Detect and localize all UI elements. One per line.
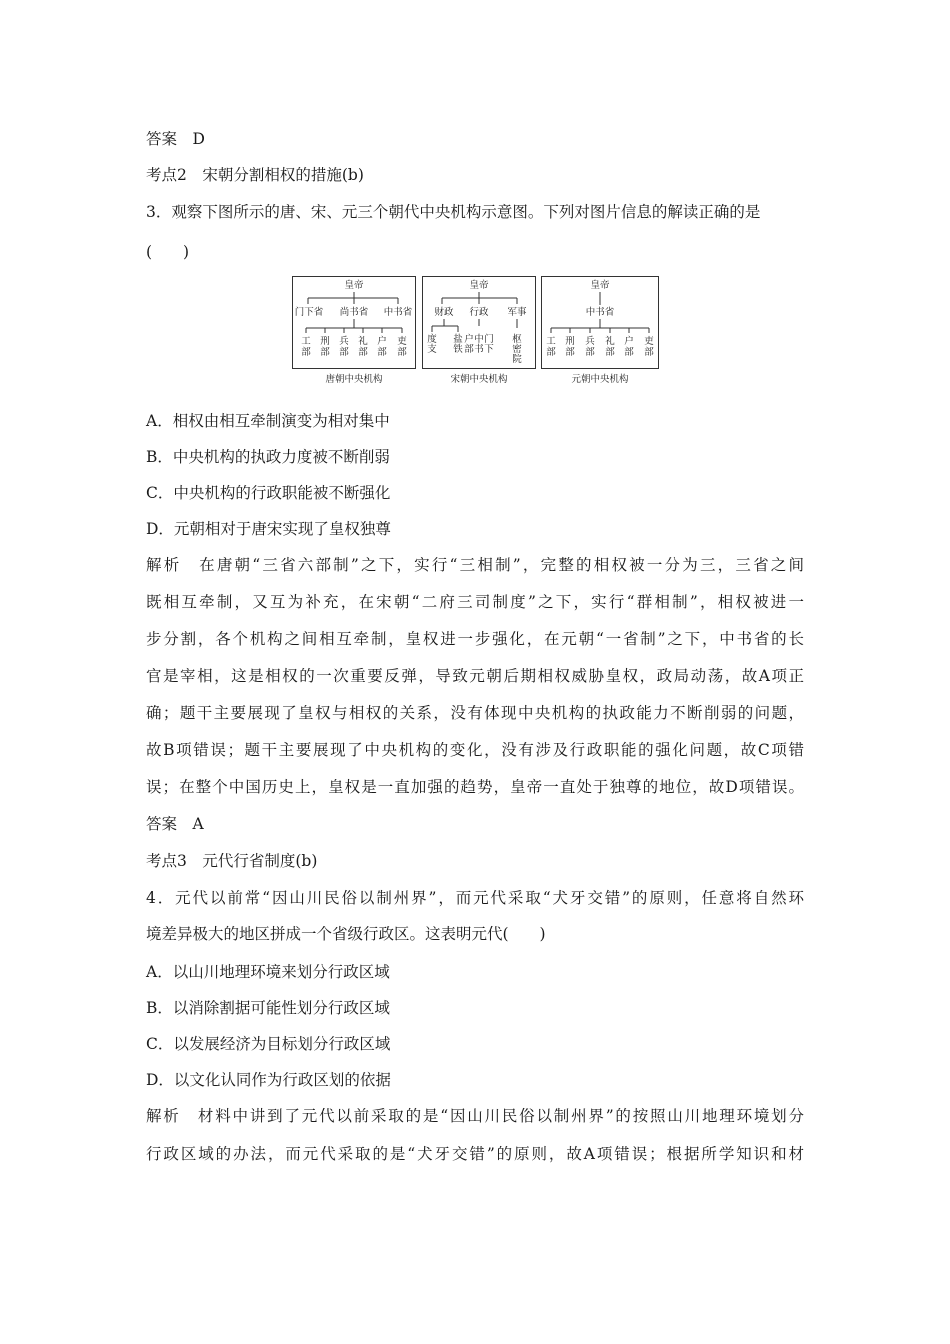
song-bottom-3-char-1: 书 <box>474 344 484 355</box>
q4-option-a: A．以山川地理环境来划分行政区域 <box>146 963 390 981</box>
tang-bottom-5-char-0: 吏 <box>397 336 407 347</box>
yuan-bottom-1-char-0: 刑 <box>565 336 575 347</box>
q3-option-c: C．中央机构的行政职能被不断强化 <box>146 484 391 502</box>
yuan-bottom-0-char-1: 部 <box>546 347 556 358</box>
answer-d: 答案 D <box>146 130 205 148</box>
song-bottom-5-char-2: 院 <box>512 354 522 365</box>
analysis-1-line-3: 步分割，各个机构之间相互牵制，皇权进一步强化，在元朝“一省制”之下，中书省的长 <box>146 630 804 648</box>
analysis-1-line-2: 既相互牵制，又互为补充，在宋朝“二府三司制度”之下，实行“群相制”，相权被进一 <box>146 593 804 611</box>
question-3: 3．观察下图所示的唐、宋、元三个朝代中央机构示意图。下列对图片信息的解读正确的是 <box>146 203 761 221</box>
central-institutions-figure <box>292 276 659 388</box>
song-mid-0: 财政 <box>434 307 454 318</box>
question-3-paren: ( ) <box>146 243 190 261</box>
song-emperor: 皇帝 <box>469 280 489 291</box>
yuan-mid-0: 中书省 <box>585 307 615 318</box>
song-bottom-2-char-1: 部 <box>464 344 474 355</box>
tang-mid-1: 尚书省 <box>339 307 369 318</box>
analysis-1-line-1: 解析 在唐朝“三省六部制”之下，实行“三相制”，完整的相权被一分为三，三省之间 <box>146 556 804 574</box>
song-bottom-5-char-1: 密 <box>512 344 522 355</box>
tang-bottom-0-char-0: 工 <box>301 336 311 347</box>
yuan-caption: 元朝中央机构 <box>571 374 629 385</box>
tang-chart <box>292 276 416 388</box>
song-bottom-0-char-1: 支 <box>427 344 437 355</box>
song-mid-1: 行政 <box>469 307 489 318</box>
tang-bottom-4-char-0: 户 <box>377 336 387 347</box>
yuan-bottom-4-char-1: 部 <box>624 347 634 358</box>
q4-option-b: B．以消除割据可能性划分行政区域 <box>146 999 390 1017</box>
yuan-bottom-5-char-0: 吏 <box>644 336 654 347</box>
song-bottom-1-char-0: 盐 <box>453 334 463 345</box>
question-4-line-2: 境差异极大的地区拼成一个省级行政区。这表明元代( ) <box>146 925 546 943</box>
tang-mid-0: 门下省 <box>294 307 324 318</box>
analysis-2-line-2: 行政区域的办法，而元代采取的是“犬牙交错”的原则，故A项错误；根据所学知识和材 <box>146 1145 804 1163</box>
yuan-bottom-3-char-0: 礼 <box>605 336 615 347</box>
tang-bottom-1-char-0: 刑 <box>320 336 330 347</box>
q3-option-a: A．相权由相互牵制演变为相对集中 <box>146 412 390 430</box>
tang-caption: 唐朝中央机构 <box>325 374 383 385</box>
song-bottom-0-char-0: 度 <box>427 334 437 345</box>
analysis-1-line-5: 确；题干主要展现了皇权与相权的关系，没有体现中央机构的执政能力不断削弱的问题， <box>146 704 804 722</box>
question-4-line-1: 4．元代以前常“因山川民俗以制州界”，而元代采取“犬牙交错”的原则，任意将自然环 <box>146 889 804 907</box>
tang-bottom-1-char-1: 部 <box>320 347 330 358</box>
song-bottom-2-char-0: 户 <box>464 334 474 345</box>
analysis-2-line-1: 解析 材料中讲到了元代以前采取的是“因山川民俗以制州界”的按照山川地理环境划分 <box>146 1107 804 1125</box>
song-bottom-4-char-0: 门 <box>484 334 494 345</box>
tang-mid-2: 中书省 <box>383 307 413 318</box>
yuan-bottom-3-char-1: 部 <box>605 347 615 358</box>
song-bottom-1-char-1: 铁 <box>453 344 463 355</box>
analysis-1-line-7: 误；在整个中国历史上，皇权是一直加强的趋势，皇帝一直处于独尊的地位，故D项错误。 <box>146 778 804 796</box>
song-bottom-5-char-0: 枢 <box>512 334 522 345</box>
tang-bottom-3-char-0: 礼 <box>358 336 368 347</box>
song-chart <box>422 276 536 388</box>
tang-bottom-2-char-0: 兵 <box>339 336 349 347</box>
analysis-1-line-6: 故B项错误；题干主要展现了中央机构的变化，没有涉及行政职能的强化问题，故C项错 <box>146 741 804 759</box>
kaodian-2: 考点2 宋朝分割相权的措施(b) <box>146 166 364 184</box>
tang-bottom-5-char-1: 部 <box>397 347 407 358</box>
song-caption: 宋朝中央机构 <box>450 374 508 385</box>
tang-bottom-0-char-1: 部 <box>301 347 311 358</box>
song-bottom-3-char-0: 中 <box>474 334 484 345</box>
q4-option-d: D．以文化认同作为行政区划的依据 <box>146 1071 391 1089</box>
tang-bottom-4-char-1: 部 <box>377 347 387 358</box>
yuan-bottom-4-char-0: 户 <box>624 336 634 347</box>
q4-option-c: C．以发展经济为目标划分行政区域 <box>146 1035 391 1053</box>
kaodian-3: 考点3 元代行省制度(b) <box>146 852 318 870</box>
q3-option-d: D．元朝相对于唐宋实现了皇权独尊 <box>146 520 391 538</box>
yuan-chart <box>541 276 659 388</box>
tang-bottom-2-char-1: 部 <box>339 347 349 358</box>
yuan-bottom-1-char-1: 部 <box>565 347 575 358</box>
yuan-emperor: 皇帝 <box>590 280 610 291</box>
yuan-bottom-0-char-0: 工 <box>546 336 556 347</box>
tang-emperor: 皇帝 <box>344 280 364 291</box>
song-bottom-4-char-1: 下 <box>484 344 494 355</box>
analysis-1-line-4: 官是宰相，这是相权的一次重要反弹，导致元朝后期相权威胁皇权，政局动荡，故A项正 <box>146 667 804 685</box>
tang-bottom-3-char-1: 部 <box>358 347 368 358</box>
yuan-bottom-2-char-0: 兵 <box>585 336 595 347</box>
yuan-bottom-2-char-1: 部 <box>585 347 595 358</box>
yuan-bottom-5-char-1: 部 <box>644 347 654 358</box>
q3-option-b: B．中央机构的执政力度被不断削弱 <box>146 448 390 466</box>
song-mid-2: 军事 <box>507 307 527 318</box>
answer-a: 答案 A <box>146 815 204 833</box>
